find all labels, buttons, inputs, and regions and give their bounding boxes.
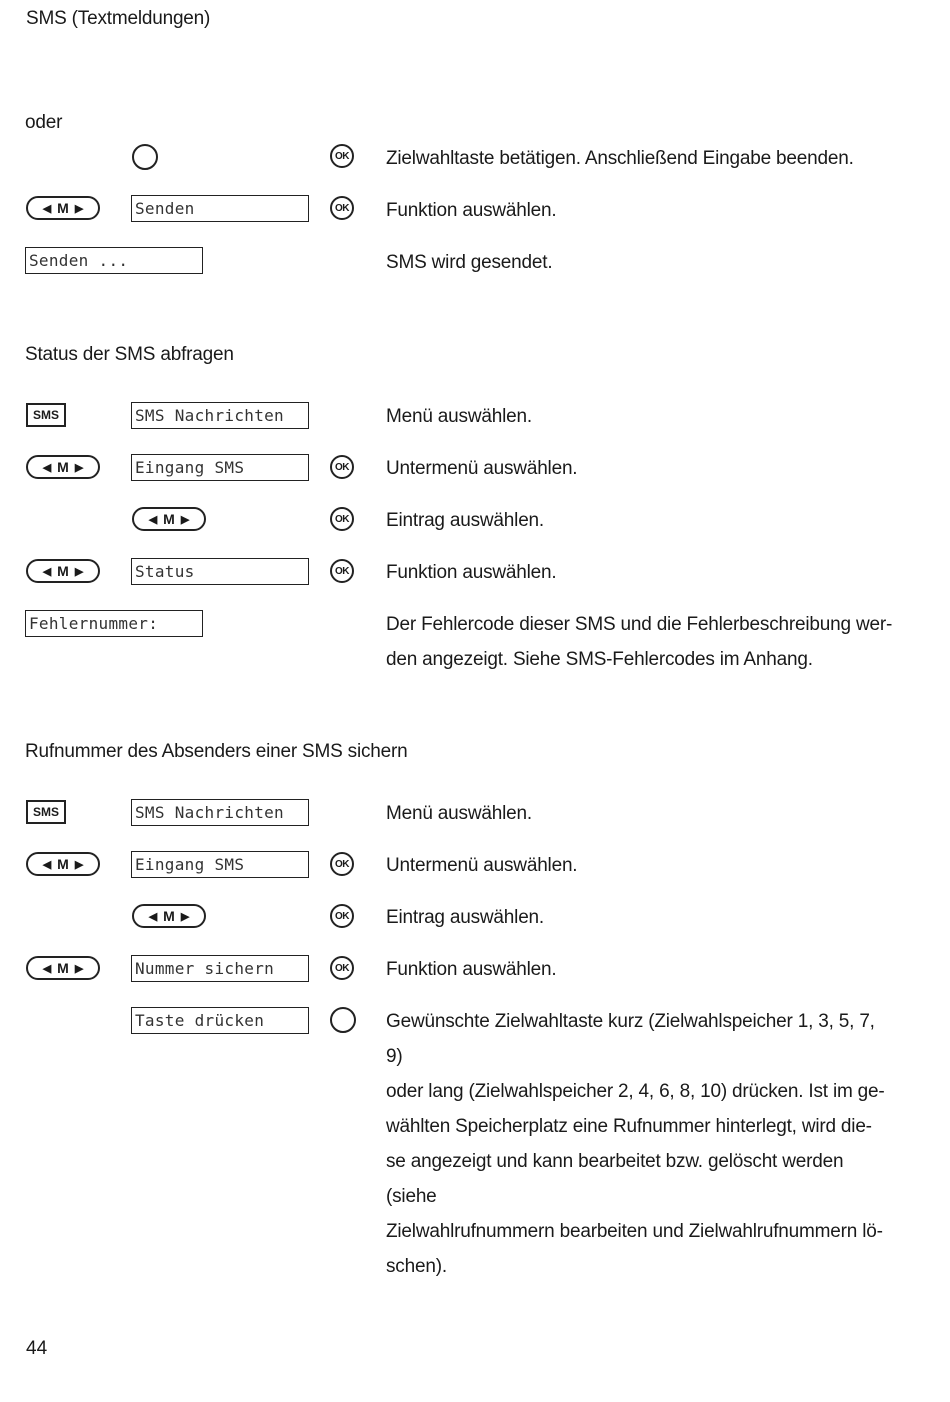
speed-dial-key-icon[interactable] bbox=[330, 1007, 356, 1033]
display-box: Eingang SMS bbox=[131, 851, 309, 878]
right-arrow-icon: ▶ bbox=[74, 461, 84, 474]
right-arrow-icon: ▶ bbox=[180, 910, 190, 923]
page-number: 44 bbox=[26, 1338, 48, 1359]
step-description: SMS wird gesendet. bbox=[386, 252, 553, 273]
section-title: Status der SMS abfragen bbox=[25, 344, 234, 365]
sms-key[interactable]: SMS bbox=[26, 800, 66, 824]
ok-button[interactable]: OK bbox=[330, 852, 354, 876]
step-description: Menü auswählen. bbox=[386, 406, 532, 427]
step-description: Funktion auswählen. bbox=[386, 200, 557, 221]
right-arrow-icon: ▶ bbox=[74, 202, 84, 215]
step-description: Untermenü auswählen. bbox=[386, 855, 578, 876]
left-arrow-icon: ◀ bbox=[42, 962, 52, 975]
page-title: SMS (Textmeldungen) bbox=[26, 8, 211, 29]
section-title: Rufnummer des Absenders einer SMS sichern bbox=[25, 741, 408, 762]
m-key-label: M bbox=[163, 908, 175, 924]
left-arrow-icon: ◀ bbox=[42, 202, 52, 215]
menu-navigation-key[interactable] bbox=[26, 956, 100, 980]
oder-label: oder bbox=[25, 112, 63, 133]
ok-button[interactable]: OK bbox=[330, 904, 354, 928]
display-box: Status bbox=[131, 558, 309, 585]
step-description: Der Fehlercode dieser SMS und die Fehlerbeschreibung wer- den angezeigt. Siehe SMS-Fehlercodes im Anhang. bbox=[386, 614, 893, 670]
menu-navigation-key[interactable] bbox=[26, 196, 100, 220]
right-arrow-icon: ▶ bbox=[74, 962, 84, 975]
display-box: Fehlernummer: bbox=[25, 610, 203, 637]
ok-button[interactable]: OK bbox=[330, 144, 354, 168]
menu-navigation-key[interactable] bbox=[26, 852, 100, 876]
left-arrow-icon: ◀ bbox=[42, 565, 52, 578]
m-key-label: M bbox=[163, 511, 175, 527]
ok-button[interactable]: OK bbox=[330, 507, 354, 531]
display-box: Eingang SMS bbox=[131, 454, 309, 481]
step-description: Untermenü auswählen. bbox=[386, 458, 578, 479]
display-box: SMS Nachrichten bbox=[131, 799, 309, 826]
display-box: Taste drücken bbox=[131, 1007, 309, 1034]
left-arrow-icon: ◀ bbox=[148, 513, 158, 526]
menu-navigation-key[interactable] bbox=[132, 904, 206, 928]
display-box: Senden ... bbox=[25, 247, 203, 274]
step-description: Eintrag auswählen. bbox=[386, 510, 545, 531]
display-box: Senden bbox=[131, 195, 309, 222]
display-box: SMS Nachrichten bbox=[131, 402, 309, 429]
step-description: Gewünschte Zielwahltaste kurz (Zielwahlspeicher 1, 3, 5, 7, 9) oder lang (Zielwahlspeicher 2, 4, 6, 8, 10) drücken. Ist im ge- wählten Speicherplatz eine Rufnummer hinterlegt, wird die- se angezeigt und kann bearbeitet bzw. gelöscht werden (siehe Zielwahlrufnummern bearbeiten und Zielwahlrufnummern lö- schen). bbox=[386, 1011, 885, 1277]
step-description: Menü auswählen. bbox=[386, 803, 532, 824]
sms-key[interactable]: SMS bbox=[26, 403, 66, 427]
m-key-label: M bbox=[57, 563, 69, 579]
speed-dial-key-icon[interactable] bbox=[132, 144, 158, 170]
menu-navigation-key[interactable] bbox=[26, 559, 100, 583]
ok-button[interactable]: OK bbox=[330, 956, 354, 980]
left-arrow-icon: ◀ bbox=[148, 910, 158, 923]
right-arrow-icon: ▶ bbox=[74, 565, 84, 578]
right-arrow-icon: ▶ bbox=[74, 858, 84, 871]
m-key-label: M bbox=[57, 459, 69, 475]
step-description: Eintrag auswählen. bbox=[386, 907, 545, 928]
step-description: Funktion auswählen. bbox=[386, 959, 557, 980]
ok-button[interactable]: OK bbox=[330, 455, 354, 479]
left-arrow-icon: ◀ bbox=[42, 858, 52, 871]
right-arrow-icon: ▶ bbox=[180, 513, 190, 526]
ok-button[interactable]: OK bbox=[330, 196, 354, 220]
menu-navigation-key[interactable] bbox=[26, 455, 100, 479]
m-key-label: M bbox=[57, 856, 69, 872]
ok-button[interactable]: OK bbox=[330, 559, 354, 583]
left-arrow-icon: ◀ bbox=[42, 461, 52, 474]
m-key-label: M bbox=[57, 960, 69, 976]
step-description: Zielwahltaste betätigen. Anschließend Eingabe beenden. bbox=[386, 148, 854, 169]
m-key-label: M bbox=[57, 200, 69, 216]
menu-navigation-key[interactable] bbox=[132, 507, 206, 531]
step-description: Funktion auswählen. bbox=[386, 562, 557, 583]
display-box: Nummer sichern bbox=[131, 955, 309, 982]
